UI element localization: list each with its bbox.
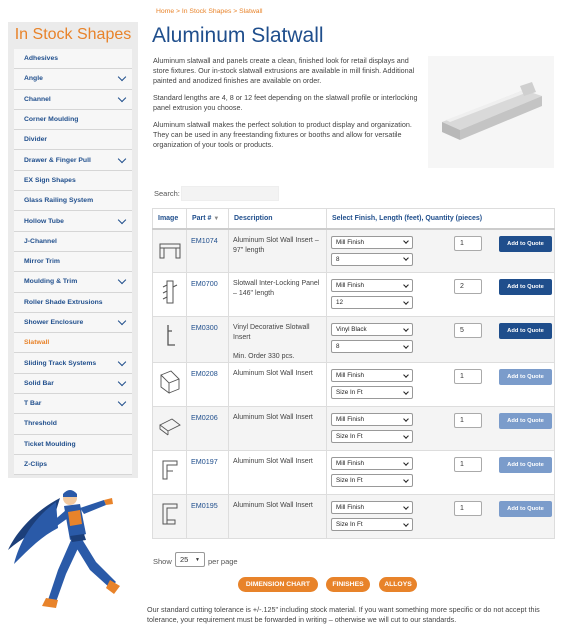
sidebar-item[interactable] [14, 435, 132, 455]
intro-paragraph: Aluminum slatwall and panels create a clean, finished look for retail displays and store fixtures. Our in-stock slatwall extrusions are available in mill finish. Additional painted and anodized finishes are available on order. [153, 56, 415, 85]
sidebar-item-label: Divider [24, 136, 48, 144]
sidebar-item-label: Sliding Track Systems [24, 359, 97, 367]
finish-value: Mill Finish [336, 282, 364, 289]
chevron-down-icon[interactable] [118, 215, 126, 223]
part-description [233, 502, 313, 509]
row-part-cell [187, 407, 229, 451]
sidebar-item[interactable] [14, 333, 132, 353]
sidebar-item[interactable] [14, 49, 132, 69]
table-row [153, 317, 555, 363]
sidebar-item[interactable] [14, 455, 132, 475]
part-number-link[interactable]: EM0208 [191, 369, 218, 378]
table-row [153, 363, 555, 407]
row-options-cell [327, 363, 555, 407]
finish-select[interactable] [331, 457, 413, 470]
add-to-quote-button[interactable]: Add to Quote [499, 323, 552, 339]
length-value: Size In Ft [336, 433, 363, 440]
alloys-button[interactable]: ALLOYS [379, 577, 417, 592]
sidebar-item-label: Glass Railing System [24, 197, 94, 205]
row-image-cell [153, 229, 187, 273]
row-part-cell [187, 273, 229, 317]
part-description [233, 458, 313, 465]
part-description-text: Aluminum Slot Wall Insert [233, 458, 313, 465]
per-page-select[interactable] [175, 552, 205, 567]
quantity-input[interactable]: 1 [454, 369, 482, 384]
search-label: Search: [154, 189, 180, 198]
row-image-cell [153, 363, 187, 407]
finishes-button[interactable]: FINISHES [326, 577, 370, 592]
row-options-cell [327, 407, 555, 451]
quantity-input[interactable]: 1 [454, 457, 482, 472]
row-options [331, 369, 550, 399]
row-description-cell [229, 363, 327, 407]
chevron-down-icon [403, 477, 409, 483]
sort-arrow-icon: ▼ [213, 215, 220, 222]
part-description-text: Aluminum Slot Wall Insert [233, 502, 313, 509]
page-title: Aluminum Slatwall [152, 24, 324, 47]
show-label: Show [153, 557, 172, 566]
chevron-down-icon [403, 238, 409, 244]
finish-select[interactable] [331, 323, 413, 336]
part-number-link[interactable]: EM0300 [191, 323, 218, 332]
sidebar-item[interactable] [14, 130, 132, 150]
finish-value: Mill Finish [336, 504, 364, 511]
row-part-cell [187, 495, 229, 539]
sidebar-item-label: Hollow Tube [24, 217, 64, 225]
finish-value: Mill Finish [336, 416, 364, 423]
chevron-down-icon[interactable] [118, 154, 126, 162]
sidebar-item[interactable] [14, 293, 132, 313]
length-value: Size In Ft [336, 389, 363, 396]
row-options-cell [327, 229, 555, 273]
sidebar-item-label: Drawer & Finger Pull [24, 156, 91, 164]
sidebar-item-label: Ticket Moulding [24, 440, 76, 448]
chevron-down-icon[interactable] [118, 378, 126, 386]
part-description-text: Slotwall Inter-Locking Panel – 146" length [233, 280, 320, 297]
row-image-cell [153, 451, 187, 495]
length-select[interactable] [331, 253, 413, 266]
quantity-input[interactable]: 1 [454, 501, 482, 516]
row-description-cell [229, 495, 327, 539]
intro-text [153, 56, 421, 157]
quantity-input[interactable]: 1 [454, 236, 482, 251]
sidebar-item-label: Slatwall [24, 339, 50, 347]
add-to-quote-button[interactable]: Add to Quote [499, 279, 552, 295]
chevron-down-icon: ▼ [195, 556, 200, 563]
row-options [331, 413, 550, 443]
sidebar [8, 22, 138, 478]
quantity-input[interactable]: 2 [454, 279, 482, 294]
row-part-cell [187, 317, 229, 363]
superhero-illustration [0, 478, 138, 618]
sidebar-item[interactable] [14, 211, 132, 231]
sidebar-item-label: Solid Bar [24, 379, 54, 387]
chevron-down-icon [403, 521, 409, 527]
table-header-row [153, 209, 555, 229]
sidebar-item[interactable] [14, 414, 132, 434]
part-description [233, 280, 319, 297]
breadcrumb[interactable]: Home > In Stock Shapes > Slatwall [156, 8, 263, 15]
row-part-cell [187, 363, 229, 407]
sidebar-item-label: Shower Enclosure [24, 319, 84, 326]
add-to-quote-button[interactable]: Add to Quote [499, 501, 552, 517]
row-image-cell [153, 317, 187, 363]
row-options [331, 323, 550, 353]
add-to-quote-button[interactable]: Add to Quote [499, 457, 552, 473]
sidebar-item[interactable] [14, 150, 132, 170]
sidebar-item-label: Adhesives [24, 55, 59, 63]
chevron-down-icon [403, 326, 409, 332]
length-select[interactable] [331, 340, 413, 353]
part-description [233, 414, 313, 421]
finish-value: Mill Finish [336, 460, 364, 467]
row-description-cell [229, 229, 327, 273]
sidebar-item[interactable] [14, 272, 132, 292]
part-number-link[interactable]: EM0700 [191, 279, 218, 288]
sidebar-item-label: Angle [24, 75, 43, 83]
sidebar-item-label: Threshold [24, 420, 57, 428]
part-number-link[interactable]: EM0197 [191, 457, 218, 466]
sidebar-item-label: EX Sign Shapes [24, 176, 76, 184]
finish-select[interactable] [331, 369, 413, 382]
sidebar-item-label: T Bar [24, 400, 42, 408]
sidebar-item[interactable] [14, 394, 132, 414]
finish-value: Vinyl Black [336, 326, 367, 333]
length-value: 12 [336, 299, 344, 306]
per-page-value: 25 [180, 555, 189, 564]
finish-select[interactable] [331, 413, 413, 426]
row-description-cell [229, 407, 327, 451]
row-options-cell [327, 495, 555, 539]
chevron-down-icon [403, 389, 409, 395]
length-value: 8 [336, 343, 340, 350]
chevron-down-icon [403, 504, 409, 510]
length-select[interactable] [331, 430, 413, 443]
chevron-down-icon [403, 299, 409, 305]
sidebar-list [14, 49, 132, 475]
row-options [331, 501, 550, 531]
column-header-description: Description [229, 209, 327, 229]
sidebar-item-label: Moulding & Trim [24, 278, 78, 286]
chevron-down-icon[interactable] [118, 276, 126, 284]
row-options [331, 236, 550, 266]
sidebar-item[interactable] [14, 191, 132, 211]
cutting-tolerance-note: Our standard cutting tolerance is +/-.125" including stock material. If you want something more specific or do not accept this tolerance, your requirement must be forwarded in writing – otherwise we will cut to our standards. [147, 605, 540, 624]
column-header-options: Select Finish, Length (feet), Quantity (pieces) [327, 209, 555, 229]
column-header-part-label: Part # [192, 214, 212, 222]
table-row [153, 451, 555, 495]
row-part-cell [187, 229, 229, 273]
sidebar-item[interactable] [14, 69, 132, 89]
row-image-cell [153, 495, 187, 539]
sidebar-item-label: Roller Shade Extrusions [24, 298, 103, 306]
add-to-quote-button[interactable]: Add to Quote [499, 413, 552, 429]
finish-select[interactable] [331, 279, 413, 292]
chevron-down-icon [403, 416, 409, 422]
row-options [331, 457, 550, 487]
table-row [153, 229, 555, 273]
finish-value: Mill Finish [336, 372, 364, 379]
table-row [153, 273, 555, 317]
finish-select[interactable] [331, 236, 413, 249]
part-number-link[interactable]: EM0195 [191, 501, 218, 510]
chevron-down-icon [403, 460, 409, 466]
sidebar-item[interactable] [14, 374, 132, 394]
length-select[interactable] [331, 518, 413, 531]
finish-select[interactable] [331, 501, 413, 514]
chevron-down-icon [403, 255, 409, 261]
sidebar-item-label: Corner Moulding [24, 116, 79, 124]
row-options-cell [327, 451, 555, 495]
row-options-cell [327, 273, 555, 317]
length-value: Size In Ft [336, 477, 363, 484]
part-number-link[interactable]: EM0206 [191, 413, 218, 422]
dimension-chart-button[interactable]: DIMENSION CHART [238, 577, 318, 592]
chevron-down-icon[interactable] [118, 93, 126, 101]
chevron-down-icon[interactable] [118, 357, 126, 365]
chevron-down-icon [403, 372, 409, 378]
chevron-down-icon[interactable] [118, 317, 126, 325]
add-to-quote-button[interactable]: Add to Quote [499, 369, 552, 385]
part-description [233, 237, 319, 254]
min-order-note: Min. Order 330 pcs. [233, 353, 295, 360]
row-options-cell [327, 317, 555, 363]
product-thumbnail[interactable] [157, 323, 183, 349]
chevron-down-icon [403, 433, 409, 439]
length-select[interactable] [331, 474, 413, 487]
column-header-part[interactable] [187, 209, 229, 229]
row-image-cell [153, 407, 187, 451]
product-thumbnail[interactable] [157, 413, 183, 439]
sidebar-item[interactable] [14, 252, 132, 272]
part-description [233, 370, 313, 377]
part-description-text: Vinyl Decorative Slotwall Insert [233, 324, 310, 341]
length-value: 8 [336, 255, 340, 263]
sidebar-item-label: J-Channel [24, 237, 57, 245]
chevron-down-icon[interactable] [118, 398, 126, 406]
sidebar-item[interactable] [14, 171, 132, 191]
table-row [153, 495, 555, 539]
part-number-link[interactable]: EM1074 [191, 235, 218, 245]
column-header-image: Image [153, 209, 187, 229]
finish-value: Mill Finish [336, 238, 364, 246]
per-page-label: per page [208, 557, 238, 566]
add-to-quote-button[interactable]: Add to Quote [499, 236, 552, 252]
sidebar-item[interactable] [14, 313, 132, 333]
sidebar-title: In Stock Shapes [14, 26, 132, 43]
sidebar-item-label: Mirror Trim [24, 258, 60, 266]
row-description-cell [229, 451, 327, 495]
product-thumbnail[interactable] [157, 457, 183, 483]
sidebar-item[interactable] [14, 90, 132, 110]
row-options [331, 279, 550, 309]
product-thumbnail[interactable] [157, 369, 183, 395]
quantity-input[interactable]: 1 [454, 413, 482, 428]
part-description [233, 324, 322, 362]
sidebar-item[interactable] [14, 110, 132, 130]
product-thumbnail[interactable] [157, 501, 183, 527]
table-row [153, 407, 555, 451]
length-select[interactable] [331, 386, 413, 399]
row-image-cell [153, 273, 187, 317]
chevron-down-icon [403, 343, 409, 349]
intro-paragraph: Standard lengths are 4, 8 or 12 feet depending on the slatwall profile or interlocking panel extrusion you choose. [153, 93, 418, 112]
quantity-input[interactable]: 5 [454, 323, 482, 338]
search-input[interactable] [181, 186, 279, 201]
product-thumbnail[interactable] [157, 236, 183, 262]
sidebar-item[interactable] [14, 353, 132, 373]
intro-paragraph: Aluminum slatwall makes the perfect solution to product display and organization. They can be used in any freestanding fixtures or booths and allow for versatile organization of your tools or products. [153, 120, 412, 149]
sidebar-item-label: Z-Clips [24, 461, 48, 469]
product-table [152, 208, 555, 539]
product-thumbnail[interactable] [157, 279, 183, 305]
chevron-down-icon [403, 282, 409, 288]
length-select[interactable] [331, 296, 413, 309]
part-description-text: Aluminum Slot Wall Insert – 97" length [233, 236, 319, 254]
row-description-cell [229, 317, 327, 363]
slatwall-product-image [428, 56, 554, 168]
chevron-down-icon[interactable] [118, 73, 126, 81]
row-description-cell [229, 273, 327, 317]
sidebar-item-label: Channel [24, 95, 51, 103]
part-description-text: Aluminum Slot Wall Insert [233, 414, 313, 421]
length-value: Size In Ft [336, 521, 363, 528]
sidebar-item[interactable] [14, 232, 132, 252]
part-description-text: Aluminum Slot Wall Insert [233, 370, 313, 377]
row-part-cell [187, 451, 229, 495]
